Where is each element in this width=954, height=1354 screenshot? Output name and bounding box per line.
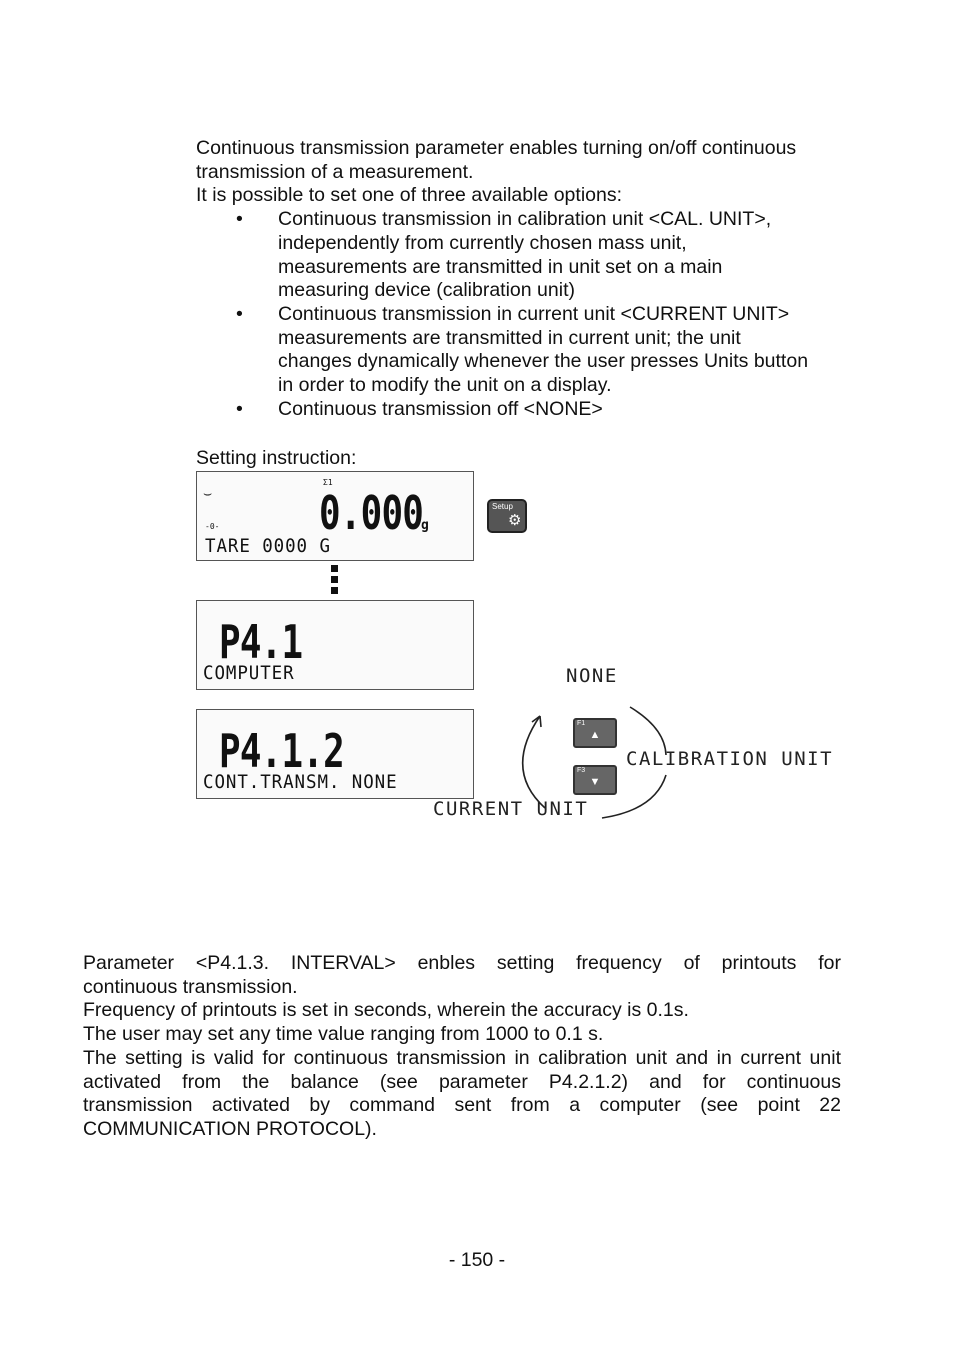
option-current-label: CURRENT UNIT [433,798,589,820]
interval-line: The user may set any time value ranging from 1000 to 0.1 s. [83,1023,604,1046]
setup-button[interactable] [487,499,527,533]
lcd-display-weighing [196,471,474,561]
arrow-up-icon: ▲ [589,729,601,741]
list-item [196,303,846,398]
list-item-line: changes dynamically whenever the user presses Units button [278,350,809,373]
bullet-icon: • [236,208,243,231]
setup-button-label: Setup [492,502,513,511]
interval-line: The setting is valid for continuous transmission in calibration unit and in current unit [83,1046,841,1069]
lcd-main-reading: 0.000 [319,486,424,540]
options-list [196,208,846,421]
list-item [196,208,846,303]
bullet-icon: • [236,302,243,325]
lcd-display-p4-1 [196,600,474,690]
list-item-line: independently from currently chosen mass unit, [278,231,687,254]
lcd-main-reading: P4.1 [219,615,303,669]
lcd-sub-text: COMPUTER [203,662,295,684]
interval-line: transmission activated by command sent from a computer (see point 22 [83,1094,841,1117]
stable-mark-icon: ⌣ [203,486,213,502]
zero-mark-icon: -0- [205,522,220,531]
dot [331,587,338,594]
f3-down-button[interactable] [573,765,617,795]
option-none-label: NONE [566,665,618,687]
interval-block [83,952,841,1142]
list-item-line: in order to modify the unit on a display. [278,374,612,397]
intro-line: Continuous transmission parameter enables turning on/off continuous [196,137,797,159]
interval-line: continuous transmission. [83,975,298,998]
intro-block [196,137,846,421]
range-mark-icon: Σ1 [323,478,333,487]
lcd-sub-text: CONT.TRANSM. NONE [203,771,398,793]
interval-line: activated from the balance (see parameter P4.2.1.2) and for continuous [83,1070,841,1093]
list-item [196,398,846,422]
setting-instruction-label: Setting instruction: [196,447,357,469]
gear-icon: ⚙ [508,512,522,529]
lcd-sub-text: TARE 0000 G [205,535,331,557]
f1-up-button[interactable] [573,718,617,748]
list-item-line: measurements are transmitted in current unit; the unit [278,326,741,349]
page-number: - 150 - [448,1249,506,1271]
lcd-main-reading: P4.1.2 [219,724,344,778]
bullet-icon: • [236,397,243,420]
arrow-down-icon: ▼ [589,776,601,788]
f1-key-label: F1 [577,720,586,727]
interval-line: COMMUNICATION PROTOCOL). [83,1117,377,1140]
interval-line: Parameter <P4.1.3. INTERVAL> enbles setting frequency of printouts for [83,952,841,974]
dot [331,576,338,583]
lcd-unit: g [421,518,429,533]
dot [331,565,338,572]
list-item-line: Continuous transmission off <NONE> [278,397,603,420]
list-item-line: measurements are transmitted in unit set on a main [278,255,723,278]
option-calibration-label: CALIBRATION UNIT [626,748,834,770]
list-item-line: measuring device (calibration unit) [278,279,575,302]
intro-line: transmission of a measurement. [196,160,474,183]
lcd-display-p4-1-2 [196,709,474,799]
f3-key-label: F3 [577,767,586,774]
interval-line: Frequency of printouts is set in seconds, wherein the accuracy is 0.1s. [83,999,689,1022]
intro-line: It is possible to set one of three available options: [196,184,623,207]
list-item-line: Continuous transmission in current unit <CURRENT UNIT> [278,302,790,325]
list-item-line: Continuous transmission in calibration unit <CAL. UNIT>, [278,208,772,231]
